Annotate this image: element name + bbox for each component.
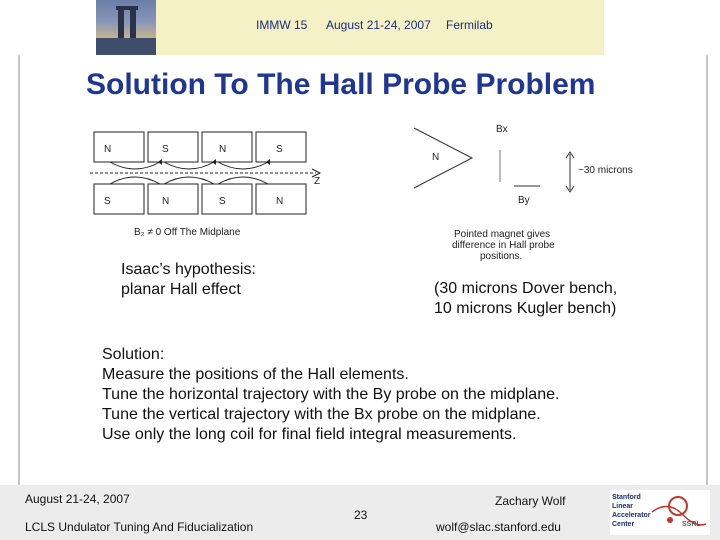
banner-dates: August 21-24, 2007	[326, 18, 431, 32]
bottom-pole-1: S	[104, 196, 111, 207]
by-label: By	[518, 195, 530, 206]
z-axis-label: Z	[314, 176, 321, 187]
pole-diagram	[90, 128, 330, 228]
bench-note-line-2: 10 microns Kugler bench)	[434, 300, 617, 317]
magnet-caption-line-3: positions.	[480, 251, 523, 262]
top-pole-1: N	[104, 144, 112, 155]
top-pole-4: S	[276, 144, 283, 155]
logo-word-2: Linear	[612, 503, 634, 510]
bench-note-line-1: (30 microns Dover bench,	[434, 280, 618, 297]
slac-logo	[610, 490, 710, 535]
solution-step-2: Tune the horizontal trajectory with the By probe on the midplane.	[102, 386, 560, 403]
footer-email: wolf@slac.stanford.edu	[436, 520, 561, 534]
hypothesis-line-1: Isaac’s hypothesis:	[121, 261, 256, 278]
top-pole-2: S	[162, 144, 169, 155]
distance-label: ~30 microns	[578, 165, 633, 176]
logo-mark-text: SSRL	[682, 521, 701, 528]
header-banner	[96, 0, 604, 55]
pole-diagram-caption: B₂ ≠ 0 Off The Midplane	[134, 227, 241, 238]
slide-title: Solution To The Hall Probe Problem	[86, 68, 596, 101]
solution-step-3: Tune the vertical trajectory with the Bx probe on the midplane.	[102, 406, 541, 423]
top-pole-3: N	[219, 144, 227, 155]
logo-word-3: Accelerator	[612, 512, 651, 519]
solution-heading: Solution:	[102, 346, 165, 363]
hypothesis-line-2: planar Hall effect	[121, 281, 241, 298]
footer-author: Zachary Wolf	[495, 494, 566, 508]
bottom-pole-3: S	[219, 196, 226, 207]
bx-label: Bx	[496, 124, 508, 135]
logo-word-1: Stanford	[612, 494, 641, 501]
magnet-pole-label: N	[432, 152, 440, 163]
solution-step-4: Use only the long coil for final field integral measurements.	[102, 426, 517, 443]
banner-event: IMMW 15	[256, 18, 308, 32]
bottom-pole-4: N	[276, 196, 284, 207]
bottom-pole-2: N	[162, 196, 170, 207]
banner-venue: Fermilab	[446, 18, 493, 32]
logo-word-4: Center	[612, 521, 635, 528]
footer-date: August 21-24, 2007	[25, 492, 130, 506]
fermilab-photo	[96, 0, 156, 55]
magnet-caption-line-1: Pointed magnet gives	[454, 229, 551, 240]
magnet-caption-line-2: difference in Hall probe	[452, 240, 555, 251]
footer-project: LCLS Undulator Tuning And Fiducialization	[25, 520, 254, 534]
page-number: 23	[354, 508, 368, 522]
solution-step-1: Measure the positions of the Hall elements.	[102, 366, 409, 383]
